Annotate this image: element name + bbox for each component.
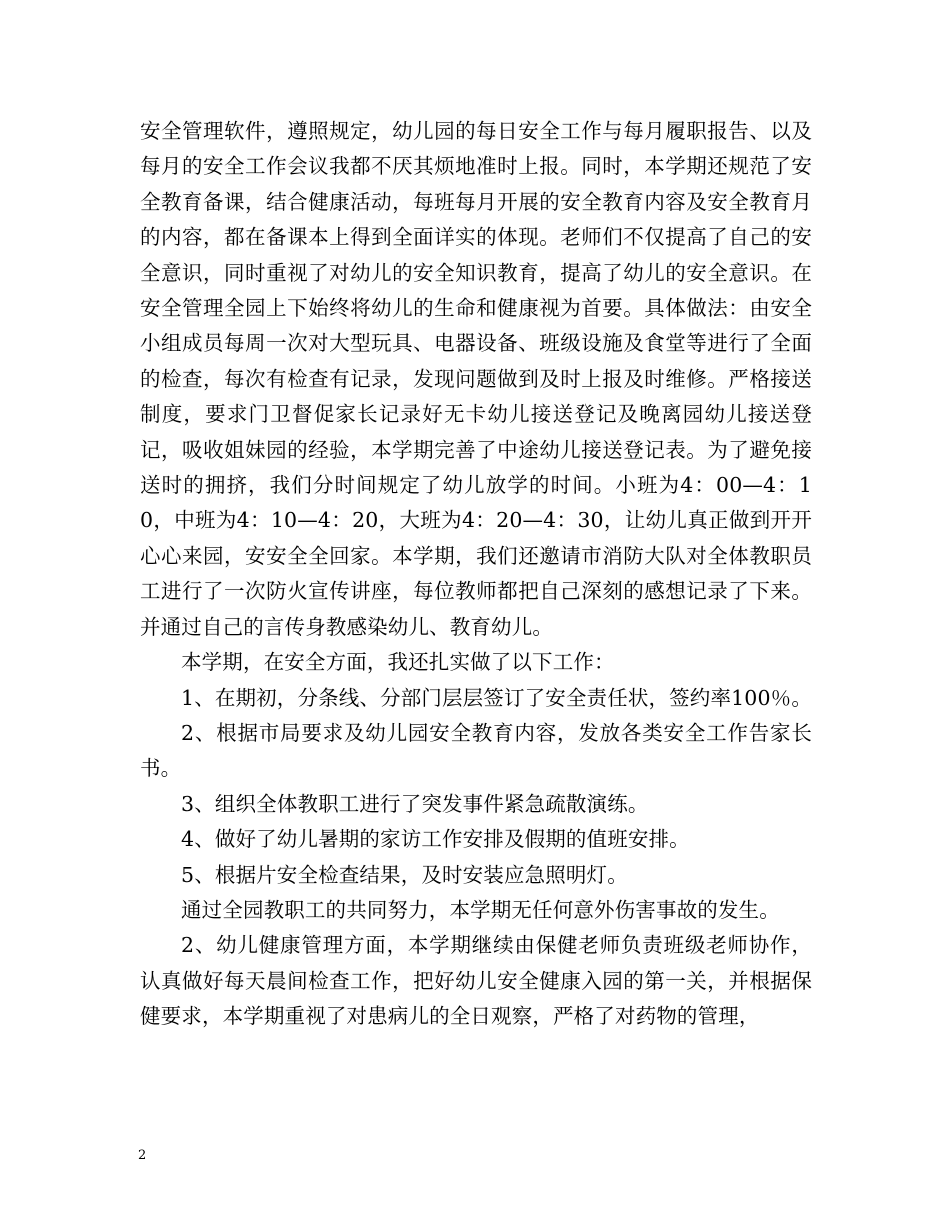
body-text xyxy=(140,114,812,1035)
paragraph-3: 1、在期初，分条线、分部门层层签订了安全责任状，签约率100％。 xyxy=(181,685,812,710)
paragraph-1: 安全管理软件，遵照规定，幼儿园的每日安全工作与每月履职报告、以及每月的安全工作会议我都不厌其烦地准时上报。同时，本学期还规范了安全教育备课，结合健康活动，每班每月开展的安全教育内容及安全教育月的内容，都在备课本上得到全面详实的体现。老师们不仅提高了自己的安全意识，同时重视了对幼儿的安全知识教育，提高了幼儿的安全意识。在安全管理全园上下始终将幼儿的生命和健康视为首要。具体做法：由安全小组成员每周一次对大型玩具、电器设备、班级设施及食堂等进行了全面的检查，每次有检查有记录，发现问题做到及时上报及时维修。严格接送制度，要求门卫督促家长记录好无卡幼儿接送登记及晚离园幼儿接送登记，吸收姐妹园的经验，本学期完善了中途幼儿接送登记表。为了避免接送时的拥挤，我们分时间规定了幼儿放学的时间。小班为4：00—4：10，中班为4：10—4：20，大班为4：20—4：30，让幼儿真正做到开开心心来园，安安全全回家。本学期，我们还邀请市消防大队对全体教职员工进行了一次防火宣传讲座，每位教师都把自己深刻的感想记录了下来。并通过自己的言传身教感染幼儿、教育幼儿。 xyxy=(140,119,812,639)
paragraph-2: 本学期，在安全方面，我还扎实做了以下工作： xyxy=(181,650,615,675)
paragraph-4: 2、根据市局要求及幼儿园安全教育内容，发放各类安全工作告家长书。 xyxy=(140,720,812,781)
paragraph-8: 通过全园教职工的共同努力，本学期无任何意外伤害事故的发生。 xyxy=(181,897,780,922)
paragraph-9: 2、幼儿健康管理方面，本学期继续由保健老师负责班级老师协作，认真做好每天晨间检查工作，把好幼儿安全健康入园的第一关，并根据保健要求，本学期重视了对患病儿的全日观察，严格了对药物的管理， xyxy=(140,933,812,1029)
paragraph-6: 4、做好了幼儿暑期的家访工作安排及假期的值班安排。 xyxy=(181,827,690,852)
paragraph-5: 3、组织全体教职工进行了突发事件紧急疏散演练。 xyxy=(181,791,649,816)
page-number: 2 xyxy=(138,1148,147,1163)
paragraph-7: 5、根据片安全检查结果，及时安装应急照明灯。 xyxy=(181,862,628,887)
